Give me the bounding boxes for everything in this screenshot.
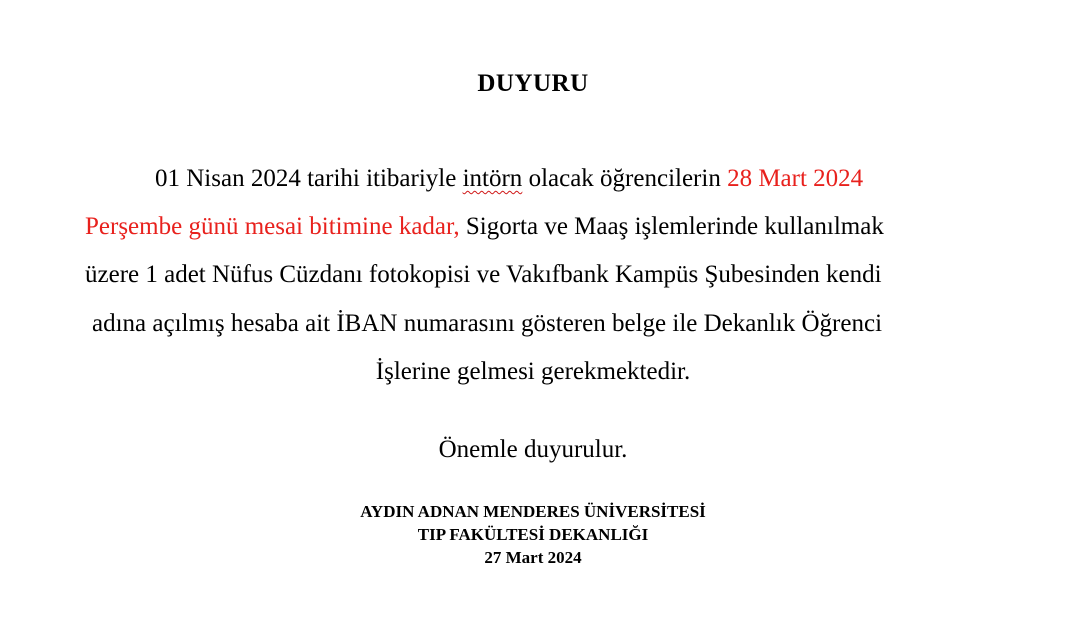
body-line-5: İşlerine gelmesi gerekmektedir. [375, 358, 691, 385]
document-title: DUYURU [477, 70, 589, 97]
signature-institution: AYDIN ADNAN MENDERES ÜNİVERSİTESİ [360, 502, 706, 521]
body-line-4: adına açılmış hesaba ait İBAN numarasını gösteren belge ile Dekanlık Öğrenci [92, 310, 883, 337]
spellcheck-flagged-word: intörn [462, 165, 523, 192]
signature-faculty: TIP FAKÜLTESİ DEKANLIĞI [417, 525, 649, 544]
deadline-time-highlight: Perşembe günü mesai bitimine kadar, [85, 213, 460, 240]
body-line-2-text: Sigorta ve Maaş işlemlerinde kullanılmak [459, 213, 884, 240]
closing-statement: Önemle duyurulur. [438, 436, 628, 463]
deadline-date-highlight: 28 Mart 2024 [727, 165, 864, 192]
body-line-2 [85, 212, 884, 242]
signature-date: 27 Mart 2024 [484, 548, 582, 567]
body-line-1-text-middle: olacak öğrencilerin [522, 165, 728, 192]
body-line-1-text-start: 01 Nisan 2024 tarihi itibariyle [155, 165, 463, 192]
body-line-3: üzere 1 adet Nüfus Cüzdanı fotokopisi ve Vakıfbank Kampüs Şubesinden kendi [85, 261, 882, 288]
body-line-1 [155, 164, 863, 194]
